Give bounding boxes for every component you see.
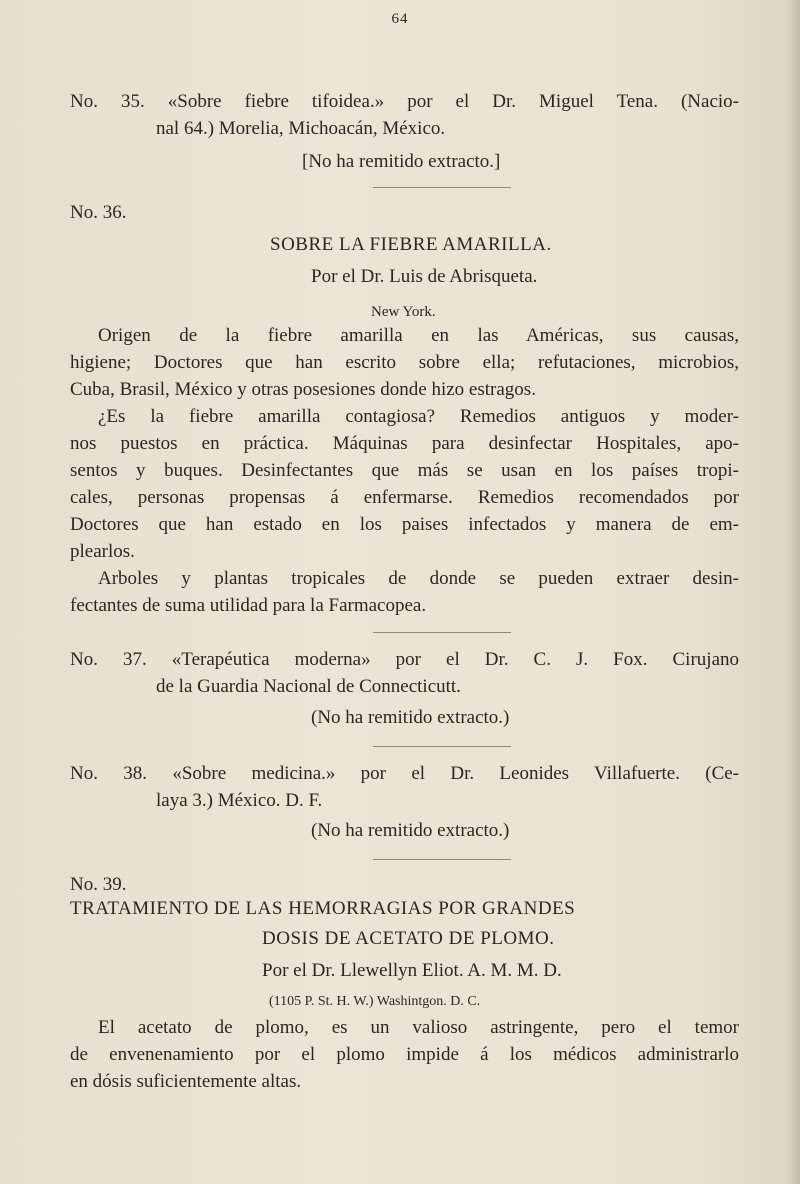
- entry-36-title: SOBRE LA FIEBRE AMARILLA.: [270, 234, 552, 255]
- entry-36-p2-line-5: Doctores que han estado en los paises infectados y manera de em-: [70, 514, 739, 535]
- entry-36-p2-line-3: sentos y buques. Desinfectantes que más se usan en los países tropi-: [70, 460, 739, 481]
- entry-38-line-1: No. 38. «Sobre medicina.» por el Dr. Leonides Villafuerte. (Ce-: [70, 763, 739, 784]
- entry-39-p1-line-1: El acetato de plomo, es un valioso astringente, pero el temor: [98, 1017, 739, 1038]
- entry-35-line-1: No. 35. «Sobre fiebre tifoidea.» por el Dr. Miguel Tena. (Nacio-: [70, 91, 739, 112]
- entry-36-p1-line-2: higiene; Doctores que han escrito sobre ella; refutaciones, microbios,: [70, 352, 739, 373]
- entry-38-note: (No ha remitido extracto.): [311, 820, 510, 841]
- entry-38-line-2: laya 3.) México. D. F.: [156, 790, 323, 811]
- separator-rule: [373, 632, 511, 633]
- entry-36-place: New York.: [371, 304, 436, 320]
- entry-36-p3-line-2: fectantes de suma utilidad para la Farmacopea.: [70, 595, 427, 616]
- entry-39-title-line-1: TRATAMIENTO DE LAS HEMORRAGIAS POR GRANDES: [70, 898, 576, 919]
- entry-39-p1-line-3: en dósis suficientemente altas.: [70, 1071, 302, 1092]
- page-number: 64: [391, 11, 409, 27]
- entry-35-line-2: nal 64.) Morelia, Michoacán, México.: [156, 118, 446, 139]
- entry-39-title-line-2: DOSIS DE ACETATO DE PLOMO.: [262, 928, 555, 949]
- entry-36-p2-line-4: cales, personas propensas á enfermarse. Remedios recomendados por: [70, 487, 739, 508]
- entry-36-p1-line-3: Cuba, Brasil, México y otras posesiones donde hizo estragos.: [70, 379, 536, 400]
- entry-37-note: (No ha remitido extracto.): [311, 707, 510, 728]
- entry-39-address: (1105 P. St. H. W.) Washintgon. D. C.: [269, 994, 481, 1009]
- entry-35-note: [No ha remitido extracto.]: [302, 151, 501, 172]
- entry-39-number: No. 39.: [70, 874, 127, 895]
- entry-36-p3-line-1: Arboles y plantas tropicales de donde se pueden extraer desin-: [98, 568, 739, 589]
- entry-36-number: No. 36.: [70, 202, 127, 223]
- entry-36-p2-line-1: ¿Es la fiebre amarilla contagiosa? Remedios antiguos y moder-: [98, 406, 739, 427]
- entry-39-author: Por el Dr. Llewellyn Eliot. A. M. M. D.: [262, 960, 562, 981]
- separator-rule: [373, 859, 511, 860]
- separator-rule: [373, 746, 511, 747]
- page-edge-shadow: [786, 0, 800, 1184]
- entry-37-line-1: No. 37. «Terapéutica moderna» por el Dr. C. J. Fox. Cirujano: [70, 649, 739, 670]
- separator-rule: [373, 187, 511, 188]
- entry-36-p1-line-1: Origen de la fiebre amarilla en las Américas, sus causas,: [98, 325, 739, 346]
- entry-36-p2-line-2: nos puestos en práctica. Máquinas para desinfectar Hospitales, apo-: [70, 433, 739, 454]
- entry-36-p2-line-6: plearlos.: [70, 541, 135, 562]
- entry-39-p1-line-2: de envenenamiento por el plomo impide á los médicos administrarlo: [70, 1044, 739, 1065]
- entry-37-line-2: de la Guardia Nacional de Connecticutt.: [156, 676, 461, 697]
- entry-36-author: Por el Dr. Luis de Abrisqueta.: [311, 266, 538, 287]
